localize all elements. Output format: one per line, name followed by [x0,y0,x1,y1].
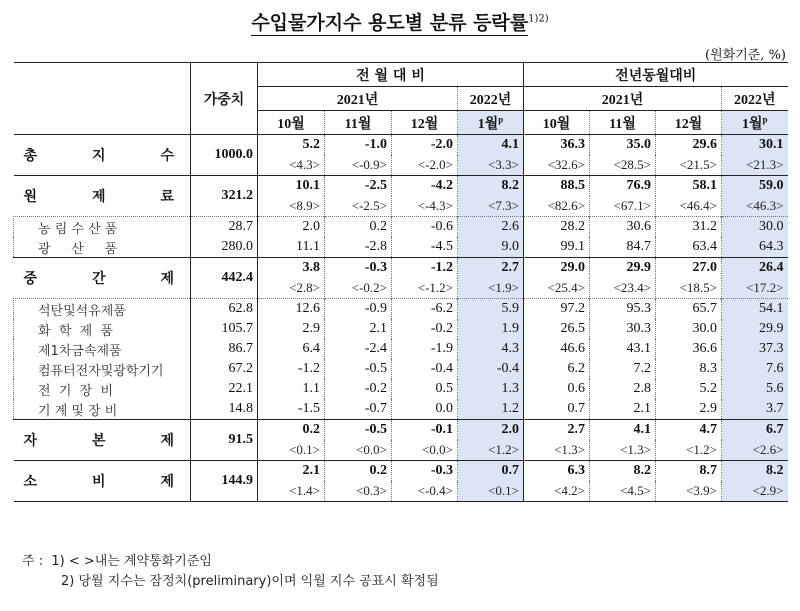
mom-value: -0.4 [392,359,458,379]
row-label [14,461,191,502]
yoy-value: 30.0 [722,217,788,238]
header-mom-2022: 2022년 [458,87,524,111]
header-weight: 가중치 [191,63,258,135]
label-char: 원 [23,189,38,205]
yoy-value: <67.1> [590,196,656,217]
mom-value: 6.4 [302,341,320,356]
yoy-value: 5.6 [722,379,788,399]
mom-value: <-1.2> [392,278,458,299]
row-label: 전 기 장 비 [14,379,191,399]
yoy-value: <17.2> [722,278,788,299]
mom-value: -0.5 [325,420,392,441]
mom-value: 4.1 [458,135,524,156]
table-row-major [14,461,788,482]
header-yoy-2022: 2022년 [722,87,788,111]
table-row-sub [14,319,788,339]
mom-value: 8.2 [458,176,524,197]
yoy-value: <21.5> [656,155,722,176]
table-row-sub [14,379,788,399]
yoy-value: 43.1 [590,339,656,359]
yoy-value: <1.3> [554,442,585,457]
mom-value: <-0.9> [325,155,392,176]
label-char: 중 [23,271,38,287]
label-char: 지 [91,148,106,164]
mom-value: -0.3 [325,258,392,279]
yoy-value: <82.6> [547,198,585,213]
row-weight: 28.7 [191,217,258,238]
yoy-value: <46.3> [722,196,788,217]
mom-value: -4.2 [392,176,458,197]
row-label: 기 계 및 장 비 [14,399,191,420]
yoy-value: 0.7 [567,401,585,416]
row-label: 광 산 품 [14,237,191,258]
yoy-value: <21.3> [722,155,788,176]
table-row-sub [14,237,788,258]
label-char: 수 [160,148,174,164]
label-char: 비 [91,474,106,490]
row-weight: 321.2 [191,176,258,217]
mom-value: 5.2 [258,135,325,156]
mom-value: 0.2 [258,420,325,441]
yoy-value: <32.6> [547,157,585,172]
yoy-value: 31.2 [656,217,722,238]
row-label: 화 학 제 품 [14,319,191,339]
yoy-value: 2.1 [590,399,656,420]
mom-value: 9.0 [458,237,524,258]
mom-value: -0.4 [458,359,524,379]
header-month: 11월 [325,111,392,135]
yoy-value: 84.7 [590,237,656,258]
yoy-value: 26.4 [722,258,788,279]
row-weight: 144.9 [191,461,258,502]
mom-value: 2.7 [458,258,524,279]
header-mom: 전 월 대 비 [258,63,524,87]
mom-value: 0.7 [458,461,524,482]
yoy-value: 8.2 [722,461,788,482]
yoy-value: 2.9 [656,399,722,420]
row-weight: 14.8 [191,399,258,420]
mom-value: -6.2 [392,299,458,320]
mom-value: 10.1 [258,176,325,197]
table-row-sub [14,359,788,379]
mom-value: -0.1 [392,420,458,441]
mom-value: <-4.3> [392,196,458,217]
mom-value: -2.8 [325,237,392,258]
row-weight: 1000.0 [191,135,258,176]
header-month: 12월 [392,111,458,135]
table-row-major [14,258,788,279]
mom-value: -0.6 [392,217,458,238]
yoy-value: 59.0 [722,176,788,197]
mom-value: -2.4 [325,339,392,359]
yoy-value: 97.2 [524,299,590,320]
yoy-value: 30.1 [722,135,788,156]
yoy-value: 30.6 [590,217,656,238]
yoy-value: 2.7 [524,420,590,441]
row-label [14,135,191,176]
yoy-value: 64.3 [722,237,788,258]
row-weight: 86.7 [191,339,258,359]
yoy-value: 99.1 [560,239,585,254]
notes-prefix: 주 : [22,554,44,569]
price-index-table [13,62,788,502]
mom-value: -1.5 [297,401,320,416]
preliminary-mark: p [762,113,768,124]
yoy-value: <46.4> [656,196,722,217]
yoy-value: <4.5> [590,481,656,502]
row-weight: 442.4 [191,258,258,299]
yoy-value: <1.2> [656,440,722,461]
yoy-value: 4.1 [590,420,656,441]
mom-value: 0.2 [325,217,392,238]
yoy-value: 88.5 [524,176,590,197]
yoy-value: 36.3 [524,135,590,156]
mom-value: -2.0 [392,135,458,156]
yoy-value: <25.4> [547,280,585,295]
yoy-value: <18.5> [656,278,722,299]
yoy-value: <28.5> [590,155,656,176]
yoy-value: 29.9 [722,319,788,339]
row-label [14,420,191,461]
mom-value: -0.5 [325,359,392,379]
mom-value: -4.5 [392,237,458,258]
yoy-value: <23.4> [590,278,656,299]
mom-value: <-2.5> [325,196,392,217]
yoy-value: 3.7 [722,399,788,420]
mom-value: 2.0 [458,420,524,441]
mom-value: 1.3 [458,379,524,399]
yoy-value: 46.6 [560,341,585,356]
yoy-value: 76.9 [590,176,656,197]
mom-value: <4.3> [289,157,320,172]
yoy-value: 30.3 [590,319,656,339]
header-yoy-2021: 2021년 [524,87,722,111]
yoy-value: 29.0 [524,258,590,279]
mom-value: <0.1> [289,442,320,457]
yoy-value: 54.1 [722,299,788,320]
mom-value: <-0.2> [325,278,392,299]
mom-value: -1.9 [392,339,458,359]
yoy-value: 6.7 [722,420,788,441]
mom-value: -0.2 [325,379,392,399]
label-char: 소 [23,474,38,490]
mom-value: 2.0 [258,217,325,238]
mom-value: -1.0 [325,135,392,156]
header-month: 12월 [656,111,722,135]
row-weight: 105.7 [191,319,258,339]
mom-value: 4.3 [458,339,524,359]
table-title [0,8,800,35]
yoy-value: 7.6 [722,359,788,379]
mom-value: 3.8 [258,258,325,279]
mom-value: 0.0 [392,399,458,420]
row-label [14,176,191,217]
yoy-value: 65.7 [656,299,722,320]
yoy-value: 7.2 [590,359,656,379]
yoy-value: 8.2 [590,461,656,482]
mom-value: 12.6 [258,299,325,320]
yoy-value: 0.6 [567,381,585,396]
row-label: 농 림 수 산 품 [14,217,191,238]
row-weight: 22.1 [191,379,258,399]
note-2: 2) 당월 지수는 잠정치(preliminary)이며 익월 지수 공표시 확정됨 [61,574,439,589]
header-blank [14,63,191,135]
note-1: 1) < >내는 계약통화기준임 [51,554,212,569]
header-month: 1월$^p$ [722,111,788,135]
header-month: 10월 [277,116,305,132]
row-label: 석탄및석유제품 [14,299,191,320]
yoy-value: 95.3 [590,299,656,320]
yoy-value: 30.0 [656,319,722,339]
mom-value: 1.2 [458,399,524,420]
yoy-value: 2.8 [590,379,656,399]
mom-value: 1.1 [302,381,320,396]
mom-value: 1.9 [458,319,524,339]
row-label [14,258,191,299]
yoy-value: 63.4 [656,237,722,258]
title-footnote-ref: 1)2) [528,13,549,25]
mom-value: <7.3> [458,196,524,217]
mom-value: 11.1 [296,239,320,254]
table-row-major [14,135,788,156]
yoy-value: <3.9> [656,481,722,502]
preliminary-mark: p [498,113,504,124]
mom-value: <1.9> [458,278,524,299]
header-mom-2021: 2021년 [258,87,458,111]
label-char: 본 [91,433,106,449]
mom-value: <-0.4> [392,481,458,502]
mom-value: <2.8> [289,280,320,295]
yoy-value: 28.2 [524,217,590,238]
mom-value: 5.9 [458,299,524,320]
header-month: 10월 [542,116,571,132]
unit-label: (원화기준, %) [705,48,786,63]
mom-value: 2.1 [325,319,392,339]
table-row-sub [14,217,788,238]
yoy-value: 58.1 [656,176,722,197]
mom-value: <8.9> [289,198,320,213]
mom-value: -0.7 [325,399,392,420]
table-row-sub [14,339,788,359]
table-row-major [14,420,788,441]
yoy-value: <1.3> [590,440,656,461]
yoy-value: 5.2 [656,379,722,399]
mom-value: 2.6 [458,217,524,238]
row-weight: 62.8 [191,299,258,320]
label-char: 자 [23,433,38,449]
label-char: 제 [160,271,174,287]
table-row-sub [14,299,788,320]
mom-value: -2.5 [325,176,392,197]
mom-value: 0.2 [325,461,392,482]
label-char: 총 [23,148,38,164]
yoy-value: 6.2 [567,361,585,376]
footnotes [22,552,439,592]
mom-value: -1.2 [392,258,458,279]
mom-value: -0.3 [392,461,458,482]
row-label: 제1차금속제품 [14,339,191,359]
yoy-value: 29.9 [590,258,656,279]
mom-value: -1.2 [297,361,320,376]
row-weight: 91.5 [191,420,258,461]
yoy-value: 29.6 [656,135,722,156]
label-char: 제 [160,433,174,449]
mom-value: <0.3> [325,481,392,502]
mom-value: <-2.0> [392,155,458,176]
yoy-value: <4.2> [524,481,590,502]
label-char: 제 [91,189,106,205]
yoy-value: 37.3 [722,339,788,359]
yoy-value: 26.5 [560,321,585,336]
mom-value: 2.9 [302,321,320,336]
label-char: 제 [160,474,174,490]
yoy-value: 8.7 [656,461,722,482]
mom-value: <3.3> [458,155,524,176]
row-weight: 280.0 [191,237,258,258]
mom-value: -0.9 [325,299,392,320]
header-yoy: 전년동월대비 [524,63,788,87]
table-row-sub [14,399,788,420]
mom-value: -0.2 [392,319,458,339]
yoy-value: <2.6> [722,440,788,461]
mom-value: <0.0> [325,440,392,461]
mom-value: <1.4> [258,481,325,502]
mom-value: 0.5 [392,379,458,399]
yoy-value: 35.0 [590,135,656,156]
row-label: 컴퓨터전자및광학기기 [14,359,191,379]
table-row-major [14,176,788,197]
label-char: 간 [91,271,106,287]
title-text: 수입물가지수 용도별 분류 등락률 [251,12,529,34]
yoy-value: 27.0 [656,258,722,279]
mom-value: <0.1> [458,481,524,502]
yoy-value: <2.9> [722,481,788,502]
mom-value: <0.0> [392,440,458,461]
yoy-value: 8.3 [656,359,722,379]
label-char: 료 [160,189,174,205]
header-month: 1월$^p$ [458,111,524,135]
mom-value: <1.2> [458,440,524,461]
mom-value: 2.1 [258,461,325,482]
yoy-value: 36.6 [656,339,722,359]
yoy-value: 6.3 [524,461,590,482]
yoy-value: 4.7 [656,420,722,441]
row-weight: 67.2 [191,359,258,379]
header-month: 11월 [590,111,656,135]
